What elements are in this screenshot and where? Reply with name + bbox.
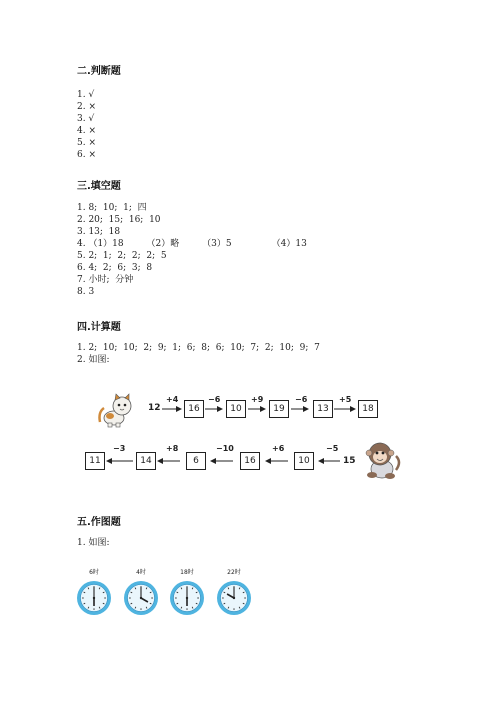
- clock-label: 6时: [89, 569, 99, 576]
- operation-label: −5: [326, 444, 339, 453]
- answer-line: 5. ×: [77, 138, 96, 148]
- answer-line: 2. ×: [77, 102, 96, 112]
- answer-box: 16: [184, 400, 204, 418]
- answer-line: 4. （1）18 （2）略 （3）5 （4）13: [77, 239, 307, 249]
- answer-box: 14: [136, 452, 156, 470]
- answer-line: 3. √: [77, 114, 95, 124]
- answer-box: 18: [358, 400, 378, 418]
- operation-label: −3: [113, 444, 126, 453]
- operation-label: +5: [339, 395, 352, 404]
- clock-label: 18时: [180, 569, 194, 576]
- section-title: 三.填空题: [77, 181, 121, 192]
- answer-line: 1. 8; 10; 1; 四: [77, 203, 147, 213]
- answer-line: 6. 4; 2; 6; 3; 8: [77, 263, 153, 273]
- answer-box: 10: [294, 452, 314, 470]
- clock-label: 22时: [227, 569, 241, 576]
- chain-start-number: 12: [148, 403, 161, 413]
- answer-line: 7. 小时; 分钟: [77, 275, 134, 285]
- section-title: 五.作图题: [77, 517, 121, 528]
- answer-line: 2. 如图:: [77, 355, 110, 365]
- operation-label: +4: [166, 395, 179, 404]
- operation-label: −10: [216, 444, 234, 453]
- clock-face-icon: [217, 581, 251, 615]
- answer-line: 6. ×: [77, 150, 96, 160]
- operation-label: +9: [251, 395, 264, 404]
- clock-face-icon: [170, 581, 204, 615]
- clock-face-icon: [77, 581, 111, 615]
- answer-box: 19: [269, 400, 289, 418]
- section-title: 四.计算题: [77, 322, 121, 333]
- answer-box: 10: [226, 400, 246, 418]
- clock-face-icon: [124, 581, 158, 615]
- operation-label: −6: [208, 395, 221, 404]
- answer-line: 5. 2; 1; 2; 2; 2; 5: [77, 251, 167, 261]
- answer-line: 3. 13; 18: [77, 227, 121, 237]
- chain-start-number: 15: [343, 456, 356, 466]
- operation-label: −6: [295, 395, 308, 404]
- answer-box: 6: [186, 452, 206, 470]
- section-title: 二.判断题: [77, 66, 121, 77]
- answer-line: 2. 20; 15; 16; 10: [77, 215, 161, 225]
- answer-line: 1. 2; 10; 10; 2; 9; 1; 6; 8; 6; 10; 7; 2; 10; 9; 7: [77, 343, 320, 353]
- answer-line: 4. ×: [77, 126, 96, 136]
- answer-line: 1. 如图:: [77, 538, 110, 548]
- answer-line: 8. 3: [77, 287, 95, 297]
- answer-box: 16: [240, 452, 260, 470]
- answer-line: 1. √: [77, 90, 95, 100]
- clock-label: 4时: [136, 569, 146, 576]
- operation-label: +6: [272, 444, 285, 453]
- operation-label: +8: [166, 444, 179, 453]
- answer-box: 13: [313, 400, 333, 418]
- answer-box: 11: [85, 452, 105, 470]
